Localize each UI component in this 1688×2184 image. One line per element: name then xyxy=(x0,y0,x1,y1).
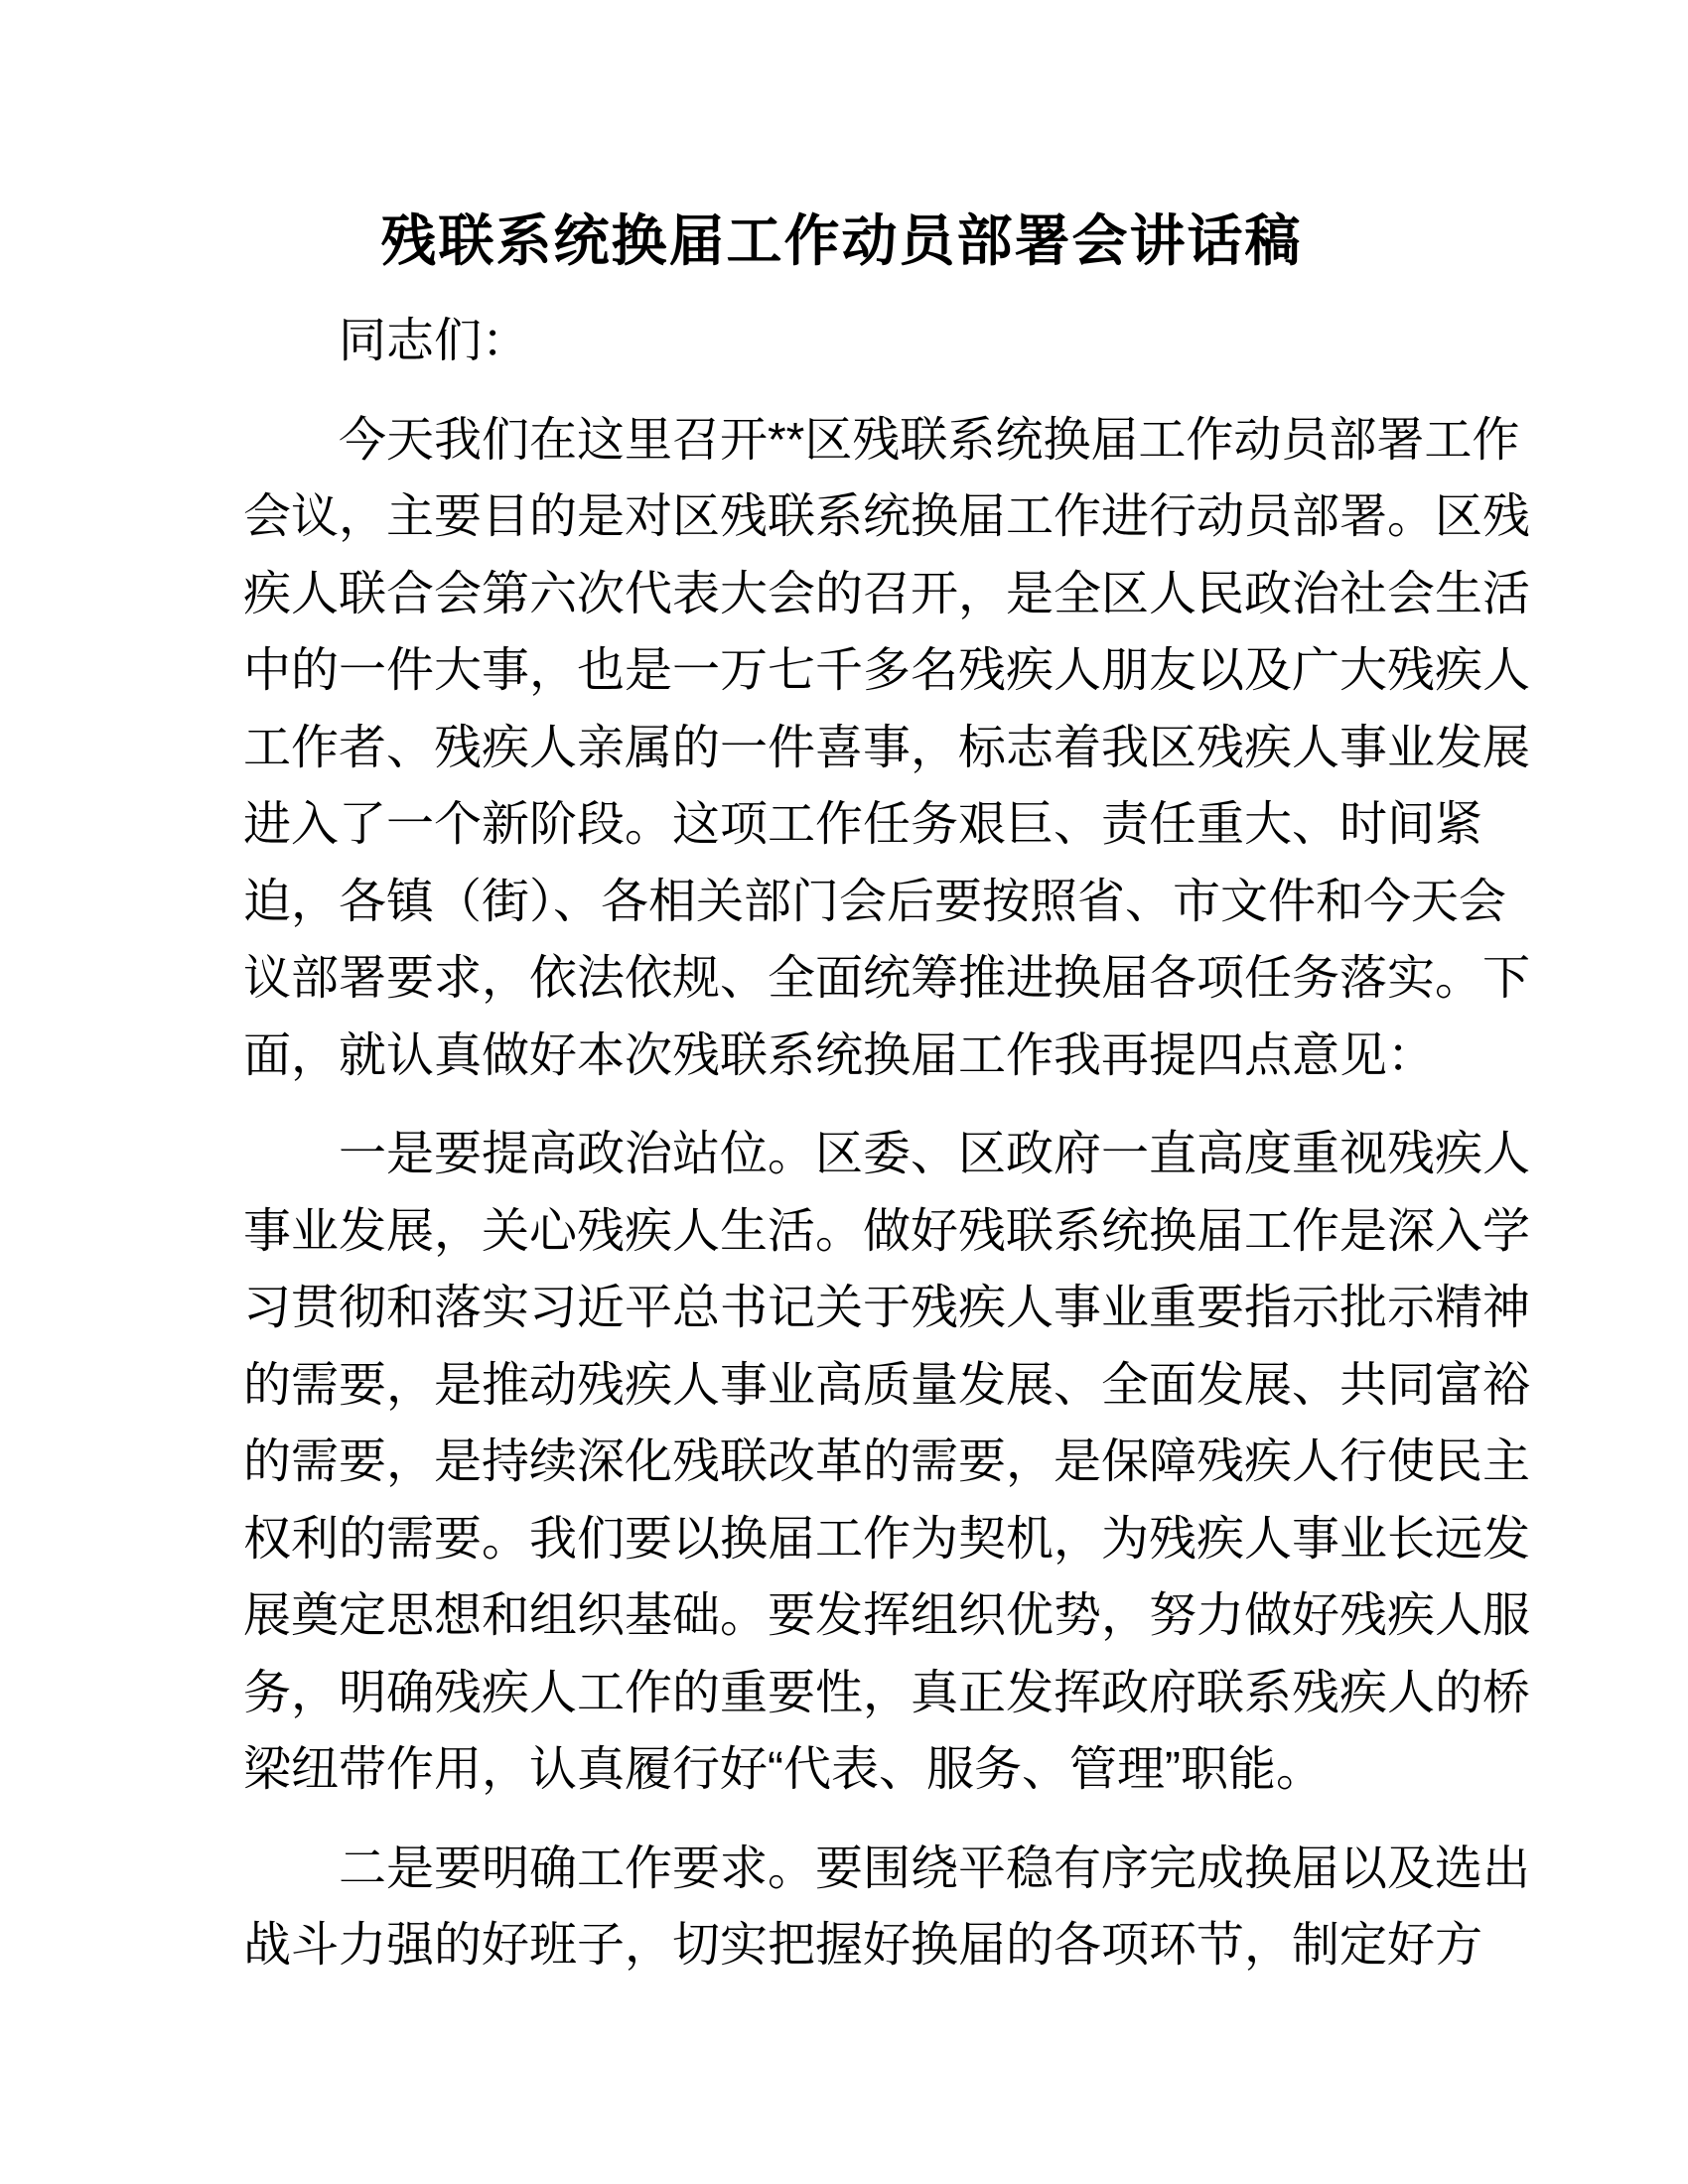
document-body xyxy=(243,402,1531,1984)
text-line: 疾人联合会第六次代表大会的召开，是全区人民政治社会生活 xyxy=(243,567,1531,620)
text-line: 今天我们在这里召开**区残联系统换届工作动员部署工作 xyxy=(339,413,1520,467)
text-line: 工作者、残疾人亲属的一件喜事，标志着我区残疾人事业发展 xyxy=(243,721,1531,774)
text-line: 迫，各镇（街）、各相关部门会后要按照省、市文件和今天会 xyxy=(243,875,1507,928)
text-line: 会议，主要目的是对区残联系统换届工作进行动员部署。区残 xyxy=(243,490,1531,543)
text-line: 二是要明确工作要求。要围绕平稳有序完成换届以及选出 xyxy=(339,1842,1531,1895)
document-title: 残联系统换届工作动员部署会讲话稿 xyxy=(380,209,1303,272)
text-line: 事业发展，关心残疾人生活。做好残联系统换届工作是深入学 xyxy=(243,1204,1531,1258)
text-line: 的需要，是推动残疾人事业高质量发展、全面发展、共同富裕 xyxy=(243,1358,1531,1412)
text-line: 展奠定思想和组织基础。要发挥组织优势，努力做好残疾人服 xyxy=(243,1589,1531,1642)
text-line: 进入了一个新阶段。这项工作任务艰巨、责任重大、时间紧 xyxy=(243,798,1483,851)
paragraph xyxy=(243,1116,1531,1809)
text-line: 一是要提高政治站位。区委、区政府一直高度重视残疾人 xyxy=(339,1128,1531,1180)
text-line: 习贯彻和落实习近平总书记关于残疾人事业重要指示批示精神 xyxy=(243,1282,1531,1334)
text-line: 战斗力强的好班子，切实把握好换届的各项环节，制定好方 xyxy=(243,1919,1483,1972)
text-line: 面，就认真做好本次残联系统换届工作我再提四点意见： xyxy=(243,1028,1436,1082)
text-line: 中的一件大事，也是一万七千多名残疾人朋友以及广大残疾人 xyxy=(243,644,1531,697)
text-line: 议部署要求，依法依规、全面统筹推进换届各项任务落实。下 xyxy=(243,952,1531,1005)
text-line: 梁纽带作用，认真履行好“代表、服务、管理”职能。 xyxy=(243,1743,1324,1796)
salutation: 同志们： xyxy=(339,315,530,367)
text-line: 务，明确残疾人工作的重要性，真正发挥政府联系残疾人的桥 xyxy=(243,1666,1531,1719)
paragraph xyxy=(243,1831,1531,1984)
paragraph xyxy=(243,402,1531,1095)
text-line: 权利的需要。我们要以换届工作为契机，为残疾人事业长远发 xyxy=(243,1512,1531,1566)
text-line: 的需要，是持续深化残联改革的需要，是保障残疾人行使民主 xyxy=(243,1435,1531,1488)
